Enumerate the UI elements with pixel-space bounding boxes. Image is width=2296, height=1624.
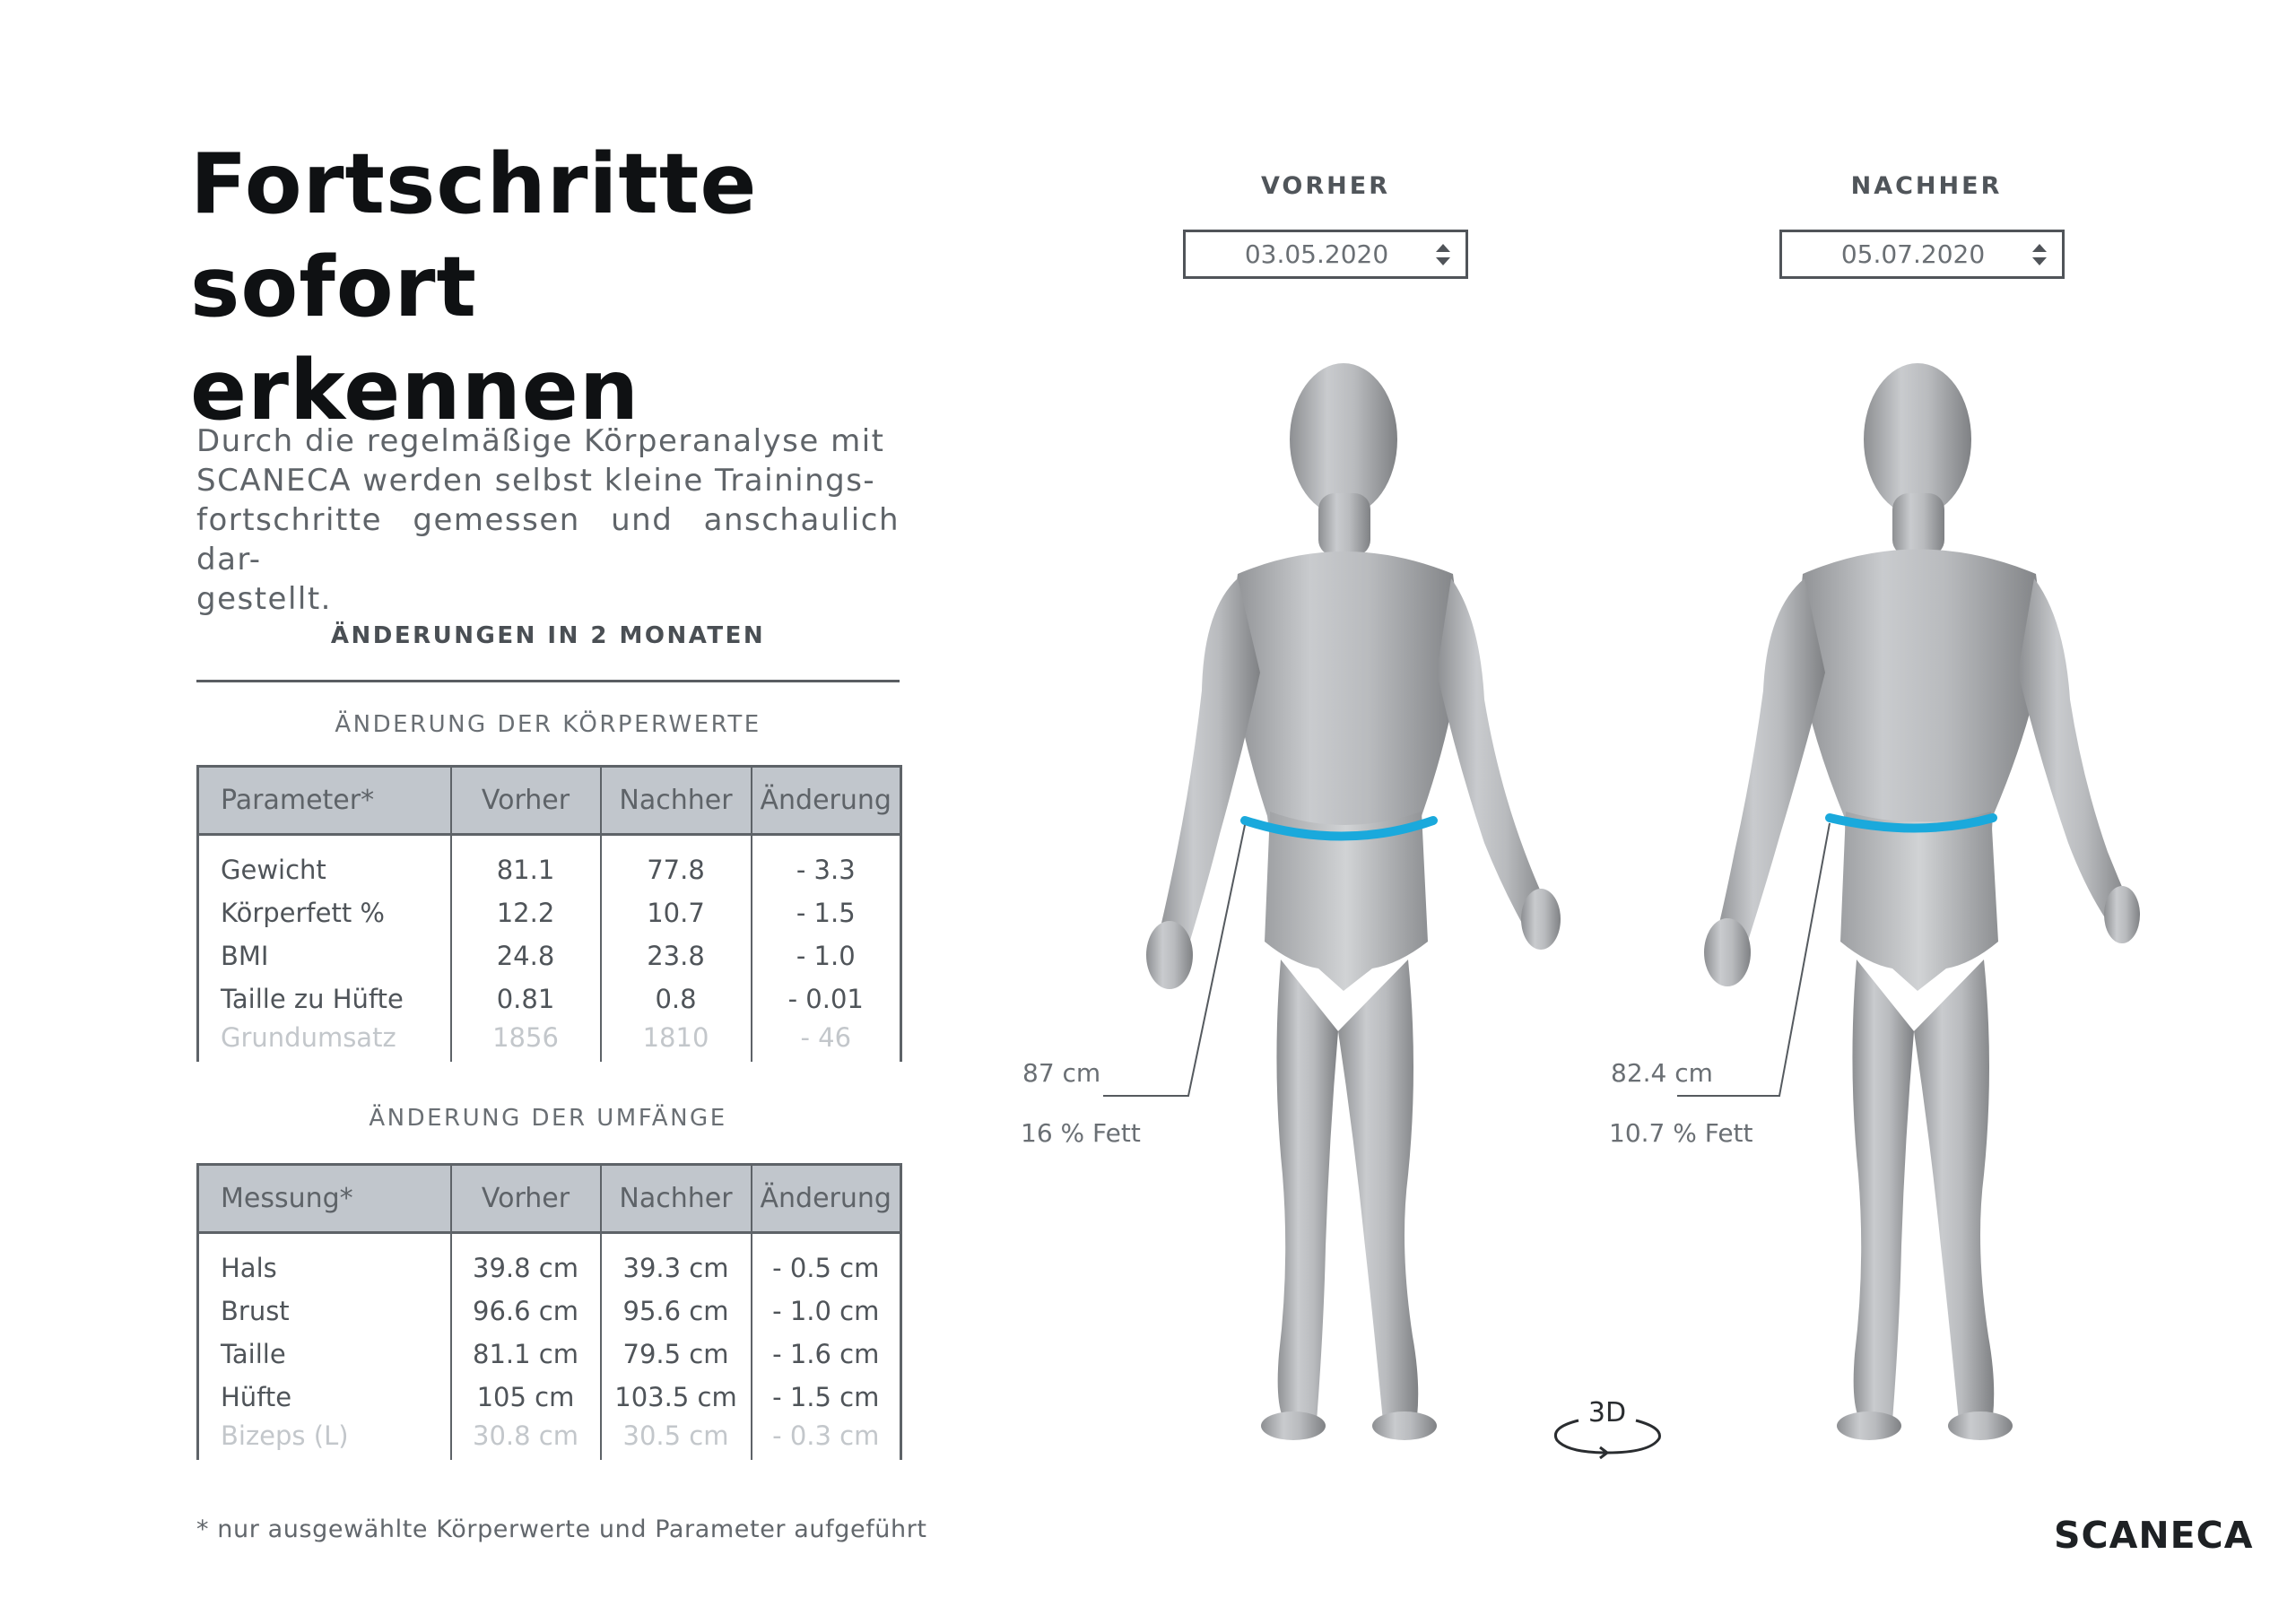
table-row	[198, 1419, 901, 1460]
intro-line-3: fortschritte gemessen und anschaulich dar-	[196, 502, 900, 578]
table-cell: 77.8	[601, 848, 752, 891]
before-label: VORHER	[1261, 172, 1390, 200]
column-header: Parameter*	[198, 767, 451, 835]
table-cell: 1856	[451, 1020, 601, 1062]
column-header: Nachher	[601, 1165, 752, 1233]
after-label: NACHHER	[1850, 172, 2003, 200]
table-cell: Hüfte	[198, 1376, 451, 1419]
table-cell: 10.7	[601, 891, 752, 934]
table-cell: 1810	[601, 1020, 752, 1062]
rotate-3d-label: 3D	[1587, 1397, 1627, 1429]
table-cell: - 1.0	[752, 934, 901, 977]
table-cell: 81.1	[451, 848, 601, 891]
table-cell: Brust	[198, 1290, 451, 1333]
table-cell: 30.8 cm	[451, 1419, 601, 1460]
section-title: ÄNDERUNGEN IN 2 MONATEN	[330, 622, 766, 649]
table-cell: 0.8	[601, 977, 752, 1020]
table-cell: 79.5 cm	[601, 1333, 752, 1376]
intro-text	[196, 421, 900, 619]
table-cell: 105 cm	[451, 1376, 601, 1419]
table-cell: BMI	[198, 934, 451, 977]
body-values-title: ÄNDERUNG DER KÖRPERWERTE	[335, 711, 761, 738]
scaneca-logo: SCANECA	[2054, 1514, 2254, 1557]
table-row	[198, 891, 901, 934]
table-header-row	[198, 767, 901, 835]
table-cell: - 0.5 cm	[752, 1246, 901, 1290]
table-cell: Taille	[198, 1333, 451, 1376]
before-body-model[interactable]	[1103, 350, 1570, 1471]
table-row	[198, 848, 901, 891]
table-cell: - 1.0 cm	[752, 1290, 901, 1333]
table-cell: 0.81	[451, 977, 601, 1020]
table-row	[198, 1020, 901, 1062]
before-waist-value: 87 cm	[1022, 1058, 1101, 1088]
headline-line-1: Fortschritte	[190, 135, 758, 232]
before-date-value: 03.05.2020	[1244, 239, 1389, 269]
section-divider	[196, 680, 900, 682]
table-cell: Hals	[198, 1246, 451, 1290]
rotate-3d-button[interactable]	[1544, 1397, 1670, 1460]
table-cell: 30.5 cm	[601, 1419, 752, 1460]
table-row	[198, 1333, 901, 1376]
table-cell: - 1.5	[752, 891, 901, 934]
after-date-value: 05.07.2020	[1840, 239, 1986, 269]
table-cell: - 1.5 cm	[752, 1376, 901, 1419]
before-date-select[interactable]	[1183, 230, 1468, 279]
table-cell: 39.8 cm	[451, 1246, 601, 1290]
intro-line-1: Durch die regelmäßige Körperanalyse mit	[196, 423, 885, 459]
table-cell: - 0.01	[752, 977, 901, 1020]
table-cell: 24.8	[451, 934, 601, 977]
table-cell: 39.3 cm	[601, 1246, 752, 1290]
table-row	[198, 1290, 901, 1333]
table-cell: 12.2	[451, 891, 601, 934]
table-cell: 96.6 cm	[451, 1290, 601, 1333]
column-header: Vorher	[451, 767, 601, 835]
intro-line-2: SCANECA werden selbst kleine Trainings-	[196, 463, 876, 499]
table-cell: - 0.3 cm	[752, 1419, 901, 1460]
headline	[190, 133, 926, 442]
table-cell: Bizeps (L)	[198, 1419, 451, 1460]
table-row	[198, 977, 901, 1020]
after-fat-value: 10.7 % Fett	[1609, 1118, 1753, 1148]
table-cell: Grundumsatz	[198, 1020, 451, 1062]
table-cell: Körperfett %	[198, 891, 451, 934]
table-cell: Gewicht	[198, 848, 451, 891]
table-header-row	[198, 1165, 901, 1233]
column-header: Messung*	[198, 1165, 451, 1233]
table-cell: 23.8	[601, 934, 752, 977]
table-row	[198, 1246, 901, 1290]
circumferences-table	[196, 1163, 902, 1460]
table-cell: 81.1 cm	[451, 1333, 601, 1376]
after-body-model[interactable]	[1677, 350, 2144, 1471]
table-cell: 103.5 cm	[601, 1376, 752, 1419]
table-cell: - 3.3	[752, 848, 901, 891]
column-header: Änderung	[752, 1165, 901, 1233]
intro-line-4: gestellt.	[196, 581, 332, 617]
up-down-arrows-icon	[1435, 242, 1451, 267]
column-header: Nachher	[601, 767, 752, 835]
footnote: * nur ausgewählte Körperwerte und Parameter aufgeführt	[196, 1515, 927, 1543]
column-header: Vorher	[451, 1165, 601, 1233]
headline-line-2: sofort erkennen	[190, 239, 640, 439]
table-row	[198, 934, 901, 977]
body-values-table	[196, 765, 902, 1062]
before-fat-value: 16 % Fett	[1021, 1118, 1141, 1148]
table-spacer	[198, 835, 901, 849]
table-cell: Taille zu Hüfte	[198, 977, 451, 1020]
table-cell: - 1.6 cm	[752, 1333, 901, 1376]
table-cell: - 46	[752, 1020, 901, 1062]
table-spacer	[198, 1233, 901, 1247]
table-cell: 95.6 cm	[601, 1290, 752, 1333]
after-waist-value: 82.4 cm	[1611, 1058, 1713, 1088]
circumferences-title: ÄNDERUNG DER UMFÄNGE	[369, 1105, 727, 1132]
after-date-select[interactable]	[1779, 230, 2065, 279]
column-header: Änderung	[752, 767, 901, 835]
table-row	[198, 1376, 901, 1419]
up-down-arrows-icon	[2031, 242, 2048, 267]
